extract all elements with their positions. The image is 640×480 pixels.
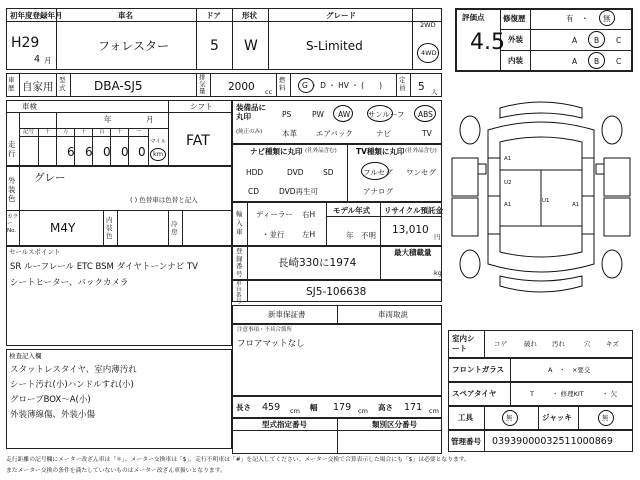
selling-line-2: シートヒーター、バックカメラ (10, 278, 129, 288)
spare-missing: ・ 欠 (602, 390, 618, 398)
notes-value: フロアマットなし (237, 339, 305, 349)
shaken-month: 月 (146, 115, 154, 124)
use-value: 自家用 (22, 81, 54, 93)
capacity-label: 定員 (399, 76, 406, 92)
digit-label-100: 百 (99, 129, 105, 135)
type-label: 型式指定番号 (262, 420, 307, 429)
score-value: 4.5 (470, 30, 505, 55)
inspector-line-4: 外装薄線傷、外装小傷 (10, 410, 96, 420)
height-unit: cm (429, 407, 439, 415)
drive-4wd: 4WD (421, 49, 437, 57)
digit-label-10k: 万 (63, 129, 69, 135)
seat-item-koge: コゲ (494, 340, 507, 348)
color-value: グレー (34, 172, 66, 184)
reg-year: H29 (11, 35, 40, 51)
ac-label: 冷房 (171, 220, 178, 236)
jack-label: ジャッキ (542, 413, 572, 422)
plate-label: 登録番号 (236, 247, 243, 278)
diagram-mark-a1-top: A1 (504, 156, 512, 162)
shape-value: W (244, 38, 258, 54)
equip-navi: ナビ (376, 129, 391, 138)
vehicle-manual: 車両取説 (378, 310, 408, 319)
interior-label: 内装 (508, 56, 523, 65)
score-label: 評価点 (462, 13, 485, 22)
width-label: 幅 (310, 403, 318, 412)
model-label: 型式 (59, 76, 66, 92)
notes-label: 注意事項・不具合箇所 (237, 327, 293, 333)
tv-fullseg: フルセグ (363, 168, 393, 177)
length-unit: cm (290, 407, 300, 415)
tool-label: 工具 (458, 413, 473, 422)
use-label: 車歴 (8, 76, 15, 92)
int-c: C (616, 57, 622, 66)
mile-label: マイル (150, 139, 167, 145)
height-value: 171 (404, 402, 423, 413)
max-load-unit: kg (434, 269, 442, 277)
reg-month-unit: 月 (44, 56, 52, 65)
first-reg-label: 初年度登録年月 (10, 11, 63, 20)
header-table (6, 8, 442, 70)
model-year-label: モデル年式 (333, 206, 371, 215)
selling-points-label: セールスポイント (9, 248, 61, 256)
drive-2wd: 2WD (420, 21, 436, 29)
mileage-label: 走行 (8, 140, 16, 158)
digit-5: 0 (138, 145, 146, 159)
navi-sd: SD (323, 168, 334, 177)
ext-c: C (616, 36, 622, 45)
equip-tv: TV (422, 129, 432, 138)
equip-airbag: エアバック (316, 129, 353, 138)
exterior-label: 外装 (508, 35, 523, 44)
import-parallel: ・並行 (262, 230, 285, 239)
glass-items: A ・ ×要交 (548, 366, 591, 374)
selling-points-box (6, 246, 232, 346)
equip-ps: PS (282, 110, 292, 119)
height-label: 高さ (378, 403, 393, 412)
plate-value: 長崎330に1974 (278, 257, 357, 269)
equip-pw: PW (312, 110, 324, 119)
digit-3: 0 (103, 145, 111, 159)
inspector-line-2: シート汚れ(小)ハンドルすれ(小) (10, 380, 134, 390)
tv-label: TV種類に丸印 (356, 147, 405, 156)
tv-sub: (社外品含む) (405, 148, 437, 154)
equip-leather: 本革 (282, 129, 297, 138)
import-left: 左H (302, 230, 316, 239)
spare-kit: ・ 修理KIT (552, 390, 584, 398)
model-value: DBA-SJ5 (94, 79, 143, 93)
inspector-line-3: グローブBOX～A(小) (10, 395, 91, 405)
fuel-label: 燃料 (279, 76, 286, 92)
disp-label: 排気量 (199, 73, 206, 95)
seat-item-tear: 破れ (524, 340, 537, 348)
equip-sunroof: サンルーフ (368, 110, 405, 119)
shaken-year: 年 (104, 115, 112, 124)
shaken-label: 車検 (22, 102, 37, 111)
digit-2: 6 (85, 145, 93, 159)
fuel-options: G ・ D ・ HV ・ ( ) (302, 81, 383, 90)
shift-label: シフト (190, 102, 213, 111)
digit-label-sym: 記号 (23, 129, 35, 135)
repair-label: 修復歴 (503, 14, 526, 23)
digit-1: 6 (67, 145, 75, 159)
km-label: km (153, 150, 164, 158)
import-label: 輸入車 (236, 210, 243, 236)
disp-unit: cc (265, 88, 273, 96)
tool-value: 無 (506, 414, 513, 422)
ext-circle (588, 31, 605, 48)
glass-label: フロントガラス (452, 365, 505, 374)
inspector-line-1: スタットレスタイヤ、室内薄汚れ (10, 365, 137, 375)
color-code-label: カラー No. (7, 214, 19, 234)
selling-line-1: SR ルーフレール ETC BSM ダイヤトーンナビ TV (10, 262, 198, 272)
footer-line-2: またメーター交換の条件を満たしていないものはメーター改ざん車扱いとなります。 (6, 468, 226, 474)
int-b: B (594, 57, 600, 66)
interior-color-label: 内装色 (106, 216, 113, 240)
color-label: 外装色 (8, 176, 16, 203)
spare-t: T (530, 390, 534, 398)
max-load-label: 最大積載量 (394, 248, 432, 257)
shape-label: 形状 (242, 11, 257, 20)
ext-b: B (594, 36, 600, 45)
seat-item-dirt: 汚れ (552, 340, 565, 348)
import-dealer: ディーラー (256, 210, 293, 219)
tv-oneseg: ワンセグ (406, 168, 436, 177)
capacity-value: 5 (418, 81, 425, 93)
footer-line-1: 走行距離の記号欄にメーター改ざん車は「＊」、メーター交換車は「$」、走行不明車は「#」を記入してください。メーター交換で合算表示した場合にも「$」は必要となります。 (6, 457, 470, 463)
jack-value: 無 (602, 414, 609, 422)
navi-sub: (社外品含む) (305, 148, 337, 154)
digit-4: 0 (121, 145, 129, 159)
digit-label-10: 十 (117, 129, 123, 135)
car-name-label: 車名 (118, 11, 133, 20)
equip-abs: ABS (418, 110, 433, 119)
digit-label-100k: 十 (45, 129, 51, 135)
shift-value: FAT (186, 133, 210, 149)
equip-aw: AW (338, 110, 351, 119)
tv-analog: アナログ (363, 187, 393, 196)
navi-dvd-play: DVD再生可 (279, 187, 319, 196)
seat-item-scratch: キズ (606, 340, 619, 348)
seat-label: 室内シート (452, 334, 475, 353)
model-year-value: 年 不明 (346, 231, 376, 240)
spare-label: スペアタイヤ (452, 389, 497, 398)
digit-label-1: 一 (136, 129, 142, 135)
equipment-label: 装備品に丸印 (236, 103, 266, 121)
recycle-label: リサイクル預託金 (384, 206, 443, 215)
notes-box (232, 324, 442, 396)
equipment-sub: (純正のみ) (236, 129, 263, 135)
import-right: 右H (302, 210, 316, 219)
recycle-value: 13,010 (392, 224, 429, 236)
diagram-mark-u1: U1 (542, 198, 550, 204)
mgmt-label: 管理番号 (451, 437, 481, 446)
door-label: ドア (206, 11, 221, 20)
digit-label-1k: 千 (81, 129, 87, 135)
capacity-unit: 人 (431, 88, 438, 96)
door-value: 5 (210, 38, 219, 54)
car-damage-diagram (448, 78, 634, 326)
inspector-label: 検査記入欄 (9, 352, 42, 360)
navi-dvd: DVD (287, 168, 304, 177)
repair-options: 有 ・ (566, 14, 589, 23)
chassis-label: 車台番号 (236, 281, 242, 305)
reg-month: 4 (34, 54, 41, 65)
color-note: ( ) 色替車は色替と記入 (130, 196, 198, 204)
width-unit: cm (358, 407, 368, 415)
new-car-warranty: 新車保証書 (268, 310, 306, 319)
class-label: 類別区分番号 (372, 420, 417, 429)
length-label: 長さ (236, 403, 251, 412)
int-a: A (572, 57, 578, 66)
grade-label: グレード (326, 11, 356, 20)
navi-hdd: HDD (246, 168, 264, 177)
mgmt-value: 039390000325110008​69 (492, 436, 613, 447)
recycle-unit: 円 (434, 233, 441, 241)
seat-item-hole: 穴 (584, 340, 591, 348)
car-name-value: フォレスター (98, 39, 170, 53)
navi-cd: CD (248, 187, 260, 196)
length-value: 459 (262, 402, 281, 413)
int-circle (588, 52, 605, 69)
ext-a: A (572, 36, 578, 45)
repair-none: 無 (603, 14, 611, 23)
navi-label: ナビ種類に丸印 (250, 147, 303, 156)
color-code-value: M4Y (50, 221, 76, 235)
diagram-mark-a1-left: A1 (504, 202, 512, 208)
diagram-mark-a1-right: A1 (572, 202, 580, 208)
chassis-value: SJ5-106638 (306, 286, 367, 298)
diagram-mark-u2: U2 (504, 180, 512, 186)
disp-value: 2000 (228, 81, 255, 93)
grade-value: S-Limited (306, 39, 363, 53)
width-value: 179 (333, 402, 352, 413)
